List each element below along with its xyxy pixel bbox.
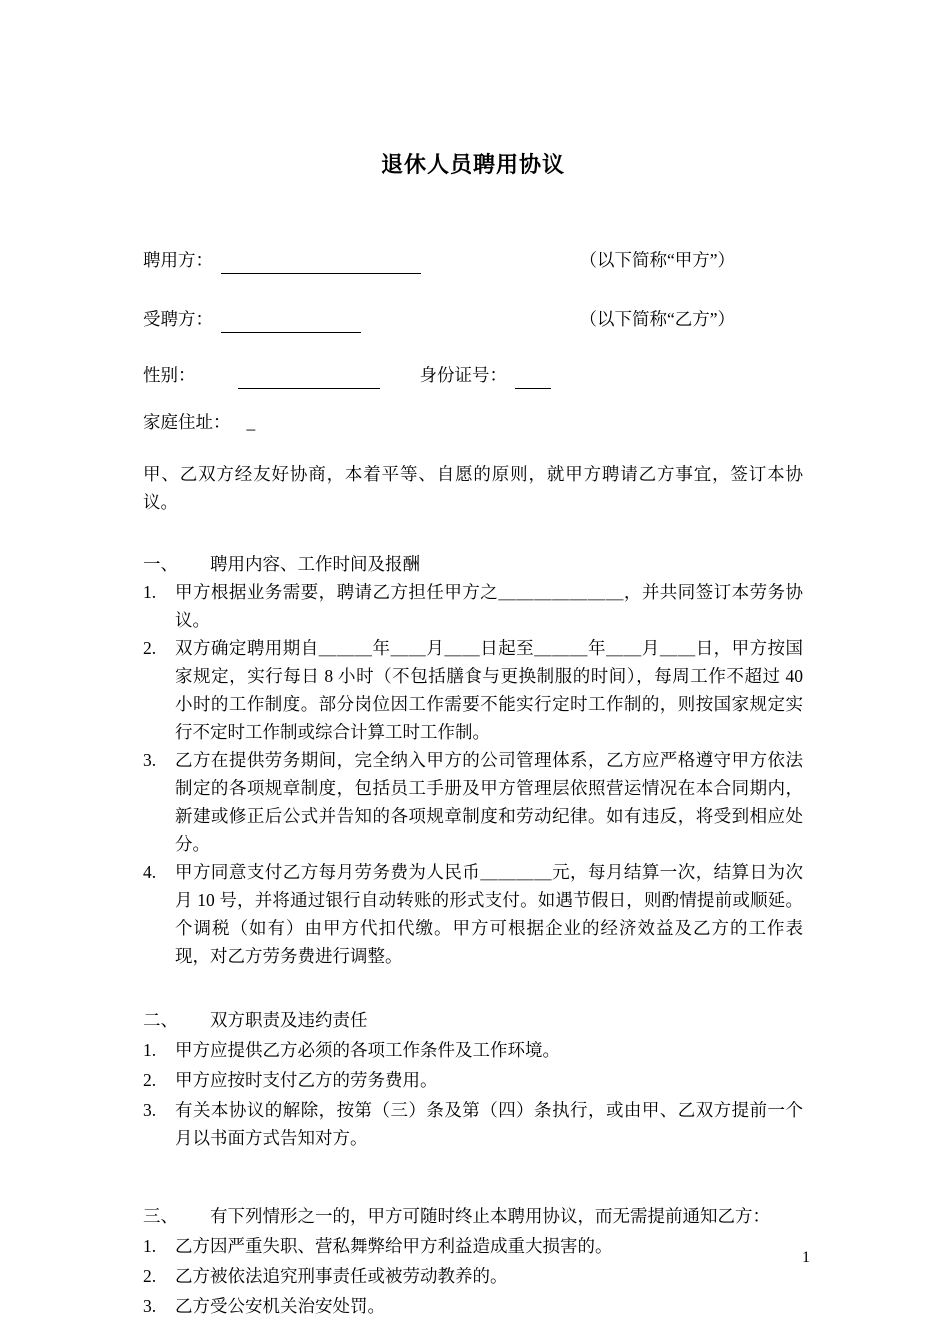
item-number: 1. (143, 582, 157, 602)
section-2-heading (143, 1006, 803, 1034)
section-3-heading (143, 1202, 803, 1230)
list-item (143, 858, 803, 970)
section-3 (143, 1202, 803, 1320)
list-item (143, 1066, 803, 1094)
item-text: 甲方根据业务需要，聘请乙方担任甲方之＿＿＿＿＿＿＿，并共同签订本劳务协议。 (175, 582, 803, 630)
section-2 (143, 1006, 803, 1152)
section-2-title: 双方职责及违约责任 (210, 1010, 368, 1030)
list-item (143, 1036, 803, 1064)
section-1-title: 聘用内容、工作时间及报酬 (210, 554, 420, 574)
hired-party-blank[interactable] (221, 310, 361, 333)
item-text: 双方确定聘用期自＿＿＿年＿＿月＿＿日起至＿＿＿年＿＿月＿＿日，甲方按国家规定，实行每日 8 小时（不包括膳食与更换制服的时间），每周工作不超过 40 小时的工作制度。部分岗位因工作需要不能实行定时工作制的，则按国家规定实行不定时工作制或综合计算工时工作制。 (175, 638, 803, 742)
gender-blank[interactable] (238, 366, 380, 389)
item-text: 甲方同意支付乙方每月劳务费为人民币＿＿＿＿元，每月结算一次，结算日为次月 10 号，并将通过银行自动转账的形式支付。如遇节假日，则酌情提前或顺延。个调税（如有）由甲方代扣代缴。甲方可根据企业的经济效益及乙方的工作表现，对乙方劳务费进行调整。 (175, 862, 803, 966)
address-label: 家庭住址： (143, 412, 231, 432)
id-number-label: 身份证号： (419, 365, 507, 385)
item-number: 3. (143, 1100, 157, 1120)
item-text: 乙方在提供劳务期间，完全纳入甲方的公司管理体系，乙方应严格遵守甲方依法制定的各项规章制度，包括员工手册及甲方管理层依照营运情况在本合同期内，新建或修正后公式并告知的各项规章制度和劳动纪律。如有违反，将受到相应处分。 (175, 750, 803, 854)
document-title: 退休人员聘用协议 (380, 152, 565, 177)
hired-party-row (143, 305, 803, 333)
list-item (143, 1292, 803, 1320)
item-number: 1. (143, 1236, 157, 1256)
item-text: 甲方应提供乙方必须的各项工作条件及工作环境。 (175, 1040, 560, 1060)
item-text: 乙方因严重失职、营私舞弊给甲方利益造成重大损害的。 (175, 1236, 613, 1256)
item-text: 乙方被依法追究刑事责任或被劳动教养的。 (175, 1266, 508, 1286)
hiring-party-row (143, 246, 803, 274)
item-text: 甲方应按时支付乙方的劳务费用。 (175, 1070, 438, 1090)
hired-party-note: （以下简称“乙方”） (579, 309, 735, 329)
list-item (143, 578, 803, 634)
list-item (143, 634, 803, 746)
item-text: 乙方受公安机关治安处罚。 (175, 1296, 385, 1316)
item-number: 2. (143, 1070, 157, 1090)
item-number: 2. (143, 638, 157, 658)
intro-paragraph: 甲、乙双方经友好协商，本着平等、自愿的原则，就甲方聘请乙方事宜，签订本协议。 (143, 464, 803, 512)
section-2-number: 二、 (143, 1010, 178, 1030)
gender-id-row (143, 361, 803, 389)
gender-label: 性别： (143, 365, 196, 385)
address-row (143, 408, 803, 436)
item-number: 4. (143, 862, 157, 882)
hiring-party-blank[interactable] (221, 251, 421, 274)
section-3-title: 有下列情形之一的，甲方可随时终止本聘用协议，而无需提前通知乙方： (210, 1206, 770, 1226)
hiring-party-note: （以下简称“甲方”） (579, 250, 735, 270)
list-item (143, 746, 803, 858)
list-item (143, 1262, 803, 1290)
section-1-number: 一、 (143, 554, 178, 574)
hiring-party-label: 聘用方： (143, 250, 213, 270)
section-1 (143, 550, 803, 970)
hired-party-label: 受聘方： (143, 309, 213, 329)
section-3-number: 三、 (143, 1206, 178, 1226)
item-number: 3. (143, 1296, 157, 1316)
item-number: 2. (143, 1266, 157, 1286)
item-number: 1. (143, 1040, 157, 1060)
list-item (143, 1232, 803, 1260)
item-text: 有关本协议的解除，按第（三）条及第（四）条执行，或由甲、乙双方提前一个月以书面方式告知对方。 (175, 1100, 803, 1148)
list-item (143, 1096, 803, 1152)
page-number: 1 (802, 1249, 810, 1266)
id-number-blank[interactable] (515, 366, 551, 389)
section-1-heading (143, 550, 803, 578)
item-number: 3. (143, 750, 157, 770)
address-blank[interactable]: _ (246, 412, 256, 432)
